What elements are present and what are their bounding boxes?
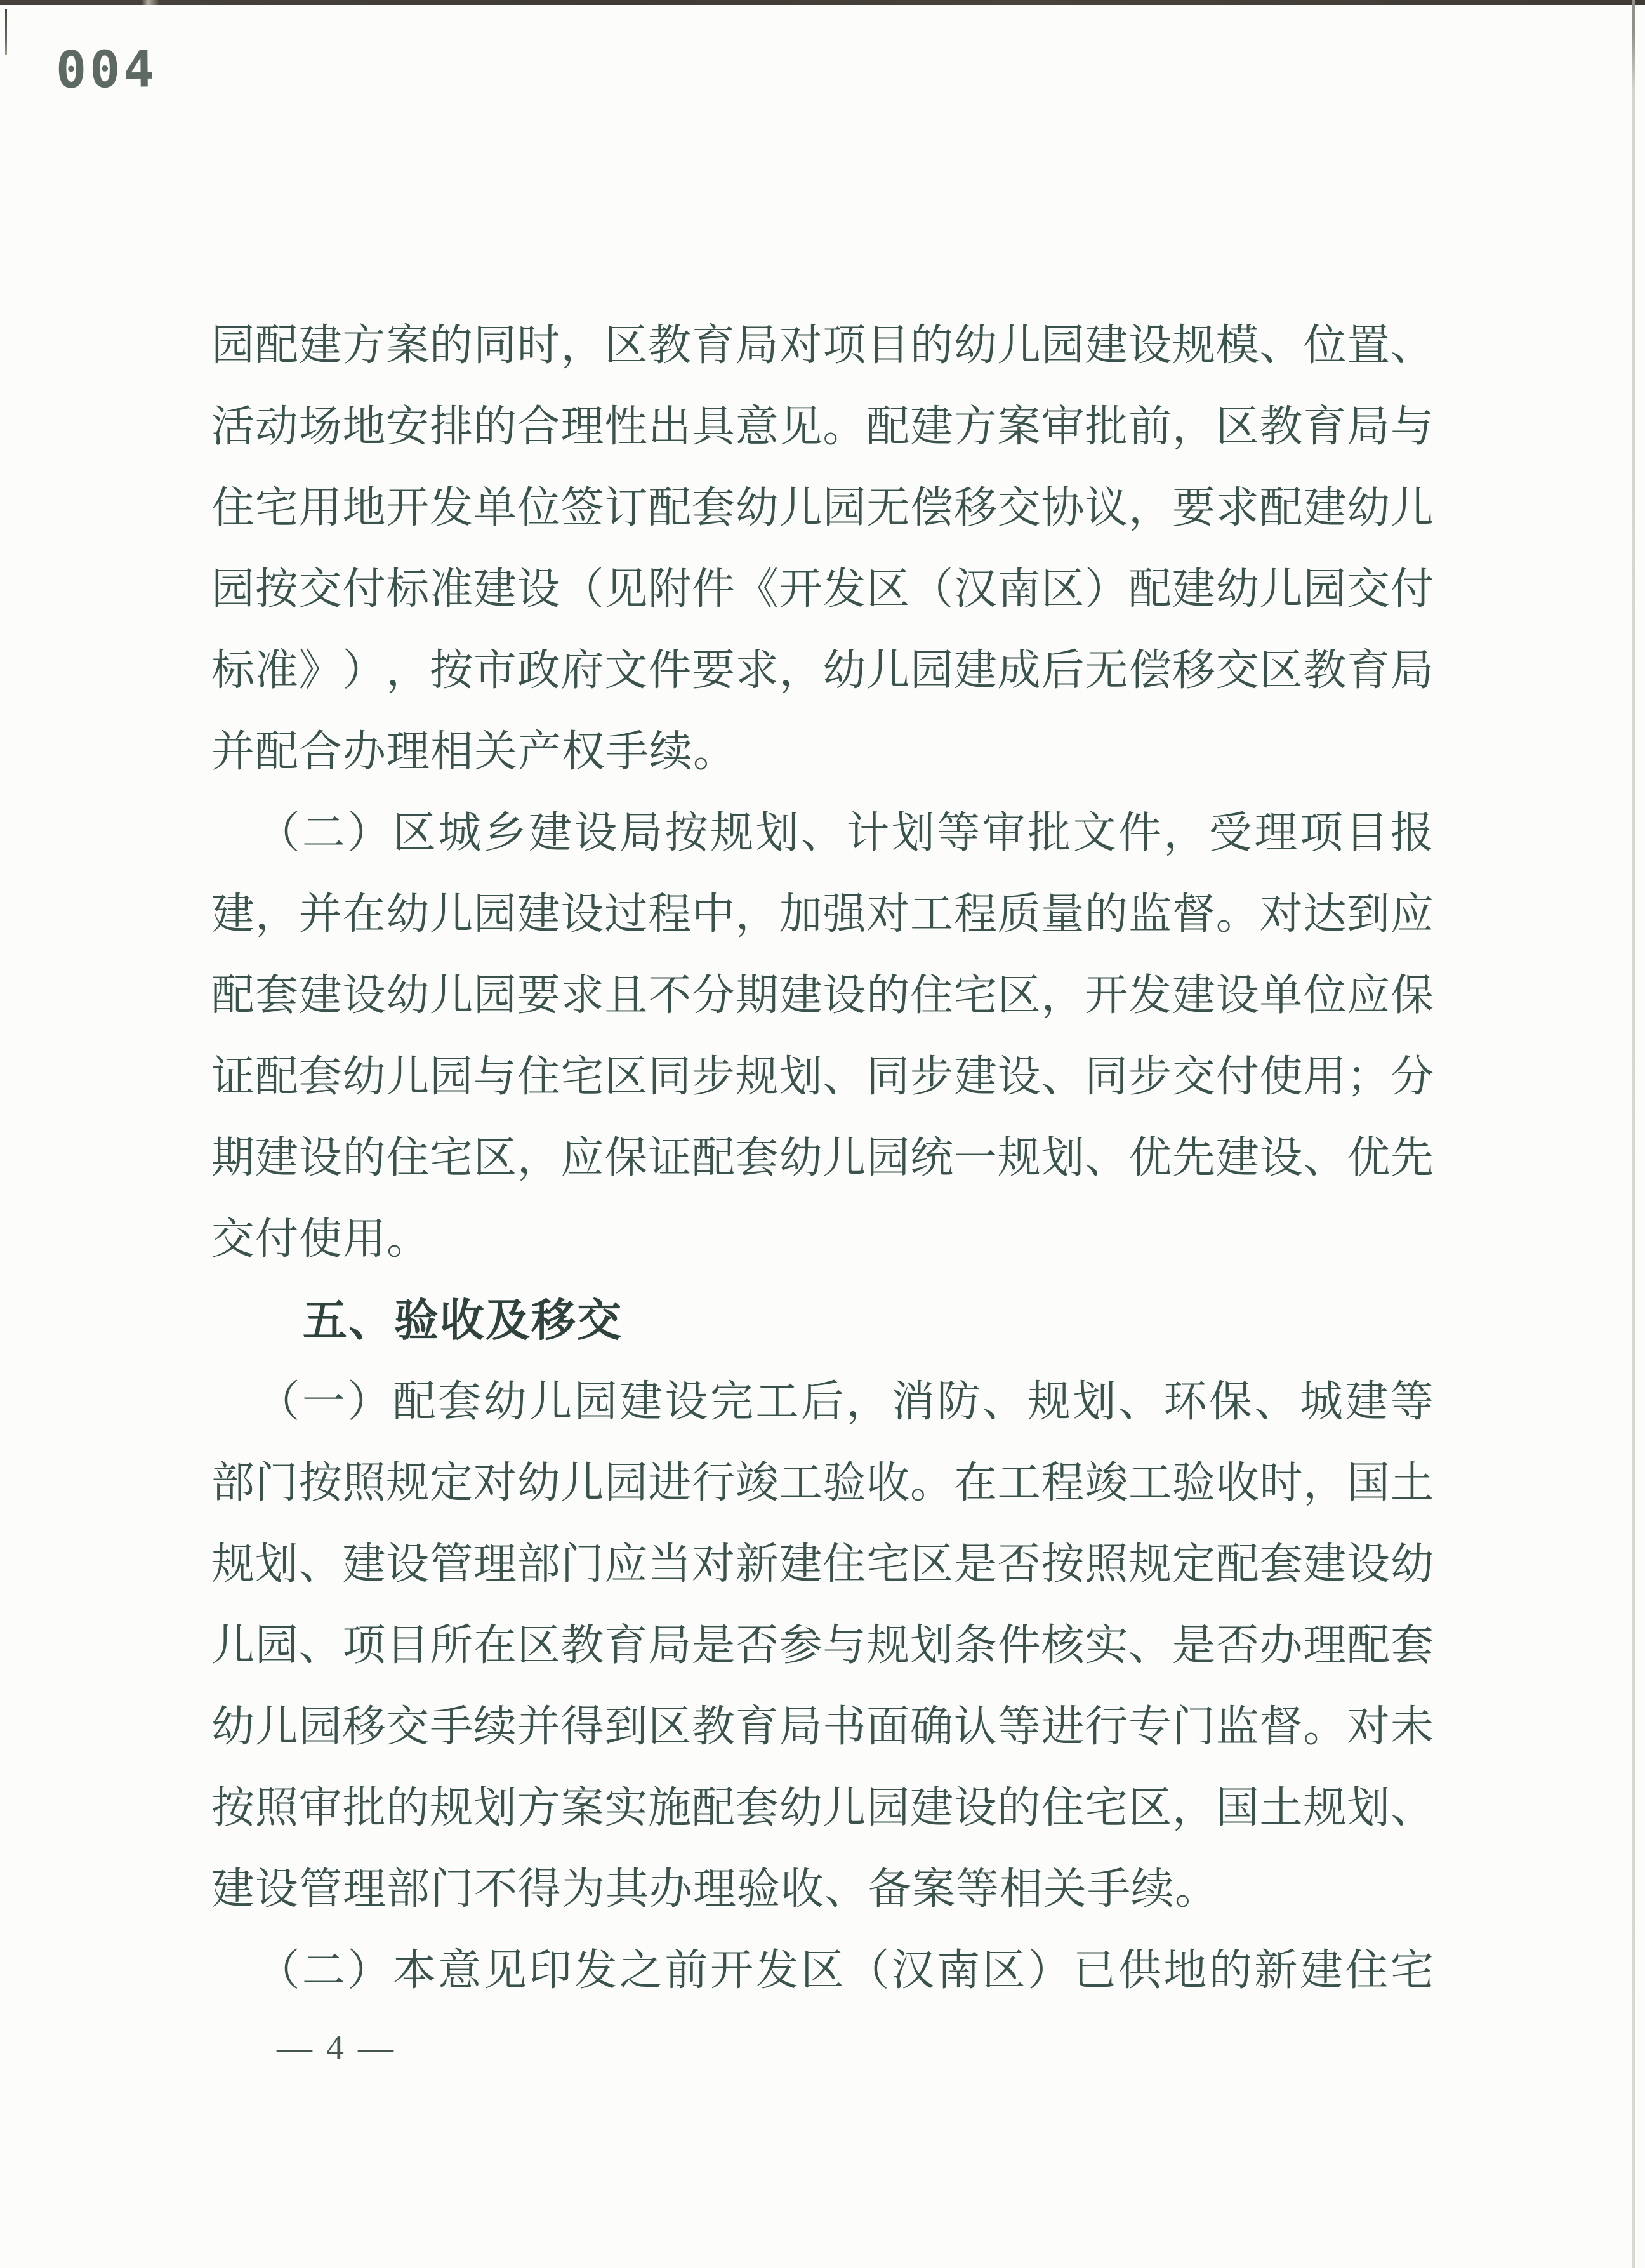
text-line: 部 门 按 照 规 定 对 幼 儿 园 进 行 竣 工 验 收 。 在 工 程 竣 工 验 收 时 ， 国 土	[211, 1459, 1434, 1507]
text-line: 规 划 、 建 设 管 理 部 门 应 当 对 新 建 住 宅 区 是 否 按 照 规 定 配 套 建 设 幼	[211, 1540, 1434, 1588]
text-line: 证 配 套 幼 儿 园 与 住 宅 区 同 步 规 划 、 同 步 建 设 、 同 步 交 付 使 用 ； 分	[211, 1052, 1434, 1101]
text-line: 活 动 场 地 安 排 的 合 理 性 出 具 意 见 。 配 建 方 案 审 批 前 ， 区 教 育 局 与	[211, 402, 1434, 451]
text-line: （ 二 ） 区 城 乡 建 设 局 按 规 划 、 计 划 等 审 批 文 件 ， 受 理 项 目 报	[256, 809, 1434, 857]
text-line: 住 宅 用 地 开 发 单 位 签 订 配 套 幼 儿 园 无 偿 移 交 协 议 ， 要 求 配 建 幼 儿	[211, 484, 1434, 532]
text-line: 建设管理部门不得为其办理验收、备案等相关手续。	[211, 1865, 1219, 1913]
text-line: 建 ， 并 在 幼 儿 园 建 设 过 程 中 ， 加 强 对 工 程 质 量 的 监 督 。 对 达 到 应	[211, 890, 1434, 938]
text-line: 标 准 》 ） ， 按 市 政 府 文 件 要 求 ， 幼 儿 园 建 成 后 无 偿 移 交 区 教 育 局	[211, 646, 1434, 694]
page-number-stamp: 004	[55, 39, 157, 100]
text-line: （ 一 ） 配 套 幼 儿 园 建 设 完 工 后 ， 消 防 、 规 划 、 环 保 、 城 建 等	[256, 1377, 1434, 1426]
text-line: 按 照 审 批 的 规 划 方 案 实 施 配 套 幼 儿 园 建 设 的 住 宅 区 ， 国 土 规 划 、	[211, 1784, 1434, 1832]
text-line: 园 配 建 方 案 的 同 时 ， 区 教 育 局 对 项 目 的 幼 儿 园 建 设 规 模 、 位 置 、	[211, 321, 1434, 369]
text-line: 园 按 交 付 标 准 建 设 （ 见 附 件 《 开 发 区 （ 汉 南 区 ） 配 建 幼 儿 园 交 付	[211, 565, 1434, 613]
section-heading: 五、验收及移交	[211, 1296, 623, 1345]
text-line: 期 建 设 的 住 宅 区 ， 应 保 证 配 套 幼 儿 园 统 一 规 划 、 优 先 建 设 、 优 先	[211, 1134, 1434, 1182]
page-footer-number: — 4 —	[277, 2028, 396, 2067]
text-line: 儿 园 、 项 目 所 在 区 教 育 局 是 否 参 与 规 划 条 件 核 实 、 是 否 办 理 配 套	[211, 1621, 1434, 1669]
text-line: （ 二 ） 本 意 见 印 发 之 前 开 发 区 （ 汉 南 区 ） 已 供 地 的 新 建 住 宅	[256, 1946, 1434, 1994]
text-line: 配 套 建 设 幼 儿 园 要 求 且 不 分 期 建 设 的 住 宅 区 ， 开 发 建 设 单 位 应 保	[211, 971, 1434, 1019]
text-line: 幼 儿 园 移 交 手 续 并 得 到 区 教 育 局 书 面 确 认 等 进 行 专 门 监 督 。 对 未	[211, 1702, 1434, 1751]
text-line: 并配合办理相关产权手续。	[211, 727, 737, 776]
text-line: 交付使用。	[211, 1215, 431, 1263]
